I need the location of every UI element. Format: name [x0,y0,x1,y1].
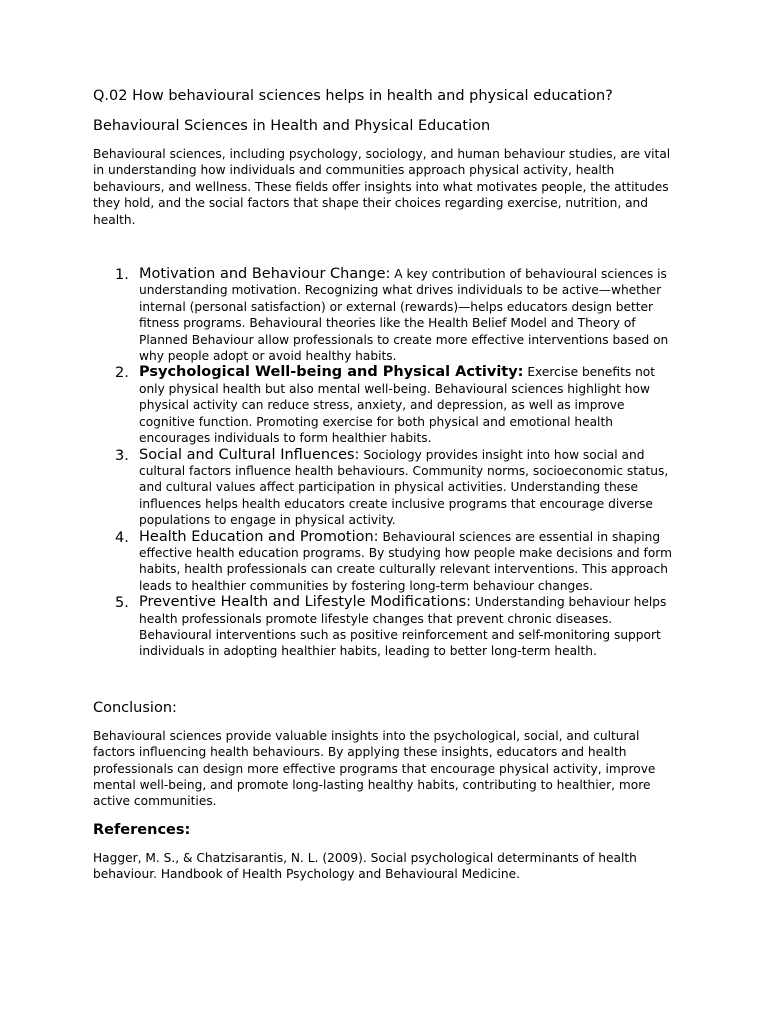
list-number: 2. [115,365,129,382]
point-text: Exercise benefits not only physical health but also mental well-being. Behavioural sciences highlight how physical activity can reduce stress, anxiety, and depression, as well as improve cognitive function. Promoting exercise for both physical and emotional health encourages individuals to form healthier habits. [139,365,656,446]
point-heading: Motivation and Behaviour Change: [139,266,391,283]
conclusion-heading: Conclusion: [93,699,177,716]
list-item [93,266,679,364]
point-heading: Psychological Well-being and Physical Activity: [139,364,524,381]
document-page [93,86,679,883]
point-heading: Preventive Health and Lifestyle Modifications: [139,594,472,611]
point-text: Behavioural sciences are essential in shaping effective health education programs. By studying how people make decisions and form habits, health professionals can create culturally relevant interventions. This approach leads to healthier communities by fostering long-term behaviour changes. [139,529,672,593]
point-heading: Health Education and Promotion: [139,528,379,545]
point-heading: Social and Cultural Influences: [139,446,360,463]
references-heading: References: [93,821,191,838]
list-item [93,529,679,595]
list-item [93,594,679,660]
point-text: A key contribution of behavioural sciences is understanding motivation. Recognizing what drives individuals to be active—whether internal (personal satisfaction) or external (rewards)—helps educators design better fitness programs. Behavioural theories like the Health Belief Model and Theory of Planned Behaviour allow professionals to create more effective interventions based on why people adopt or avoid healthy habits. [139,267,669,364]
list-number: 5. [115,595,129,612]
reference-entry: Hagger, M. S., & Chatzisarantis, N. L. (2009). Social psychological determinants of health behaviour. Handbook of Health Psychology and Behavioural Medicine. [93,850,637,882]
intro-paragraph: Behavioural sciences, including psychology, sociology, and human behaviour studies, are vital in understanding how individuals and communities approach physical activity, health behaviours, and wellness. These fields offer insights into what motivates people, the attitudes they hold, and the social factors that shape their choices regarding exercise, nutrition, and health. [93,147,671,227]
point-text: Sociology provides insight into how social and cultural factors influence health behaviours. Community norms, socioeconomic status, and cultural values affect participation in physical activities. Understanding these influences helps health educators create inclusive programs that encourage diverse populations to engage in physical activity. [139,447,669,528]
list-item [93,447,679,529]
list-item [93,364,679,446]
list-number: 1. [115,267,129,284]
key-points-list [93,266,679,660]
list-number: 4. [115,529,129,546]
list-number: 3. [115,447,129,464]
point-text: Understanding behaviour helps health professionals promote lifestyle changes that prevent chronic diseases. Behavioural interventions such as positive reinforcement and self-monitoring support individuals in adopting healthier habits, leading to better long-term health. [139,595,667,659]
question-heading: Q.02 How behavioural sciences helps in health and physical education? [93,88,613,104]
conclusion-paragraph: Behavioural sciences provide valuable insights into the psychological, social, and cultural factors influencing health behaviours. By applying these insights, educators and health professionals can design more effective programs that encourage physical activity, improve mental well-being, and promote long-lasting healthy habits, contributing to healthier, more active communities. [93,728,656,809]
section-title: Behavioural Sciences in Health and Physical Education [93,118,491,134]
